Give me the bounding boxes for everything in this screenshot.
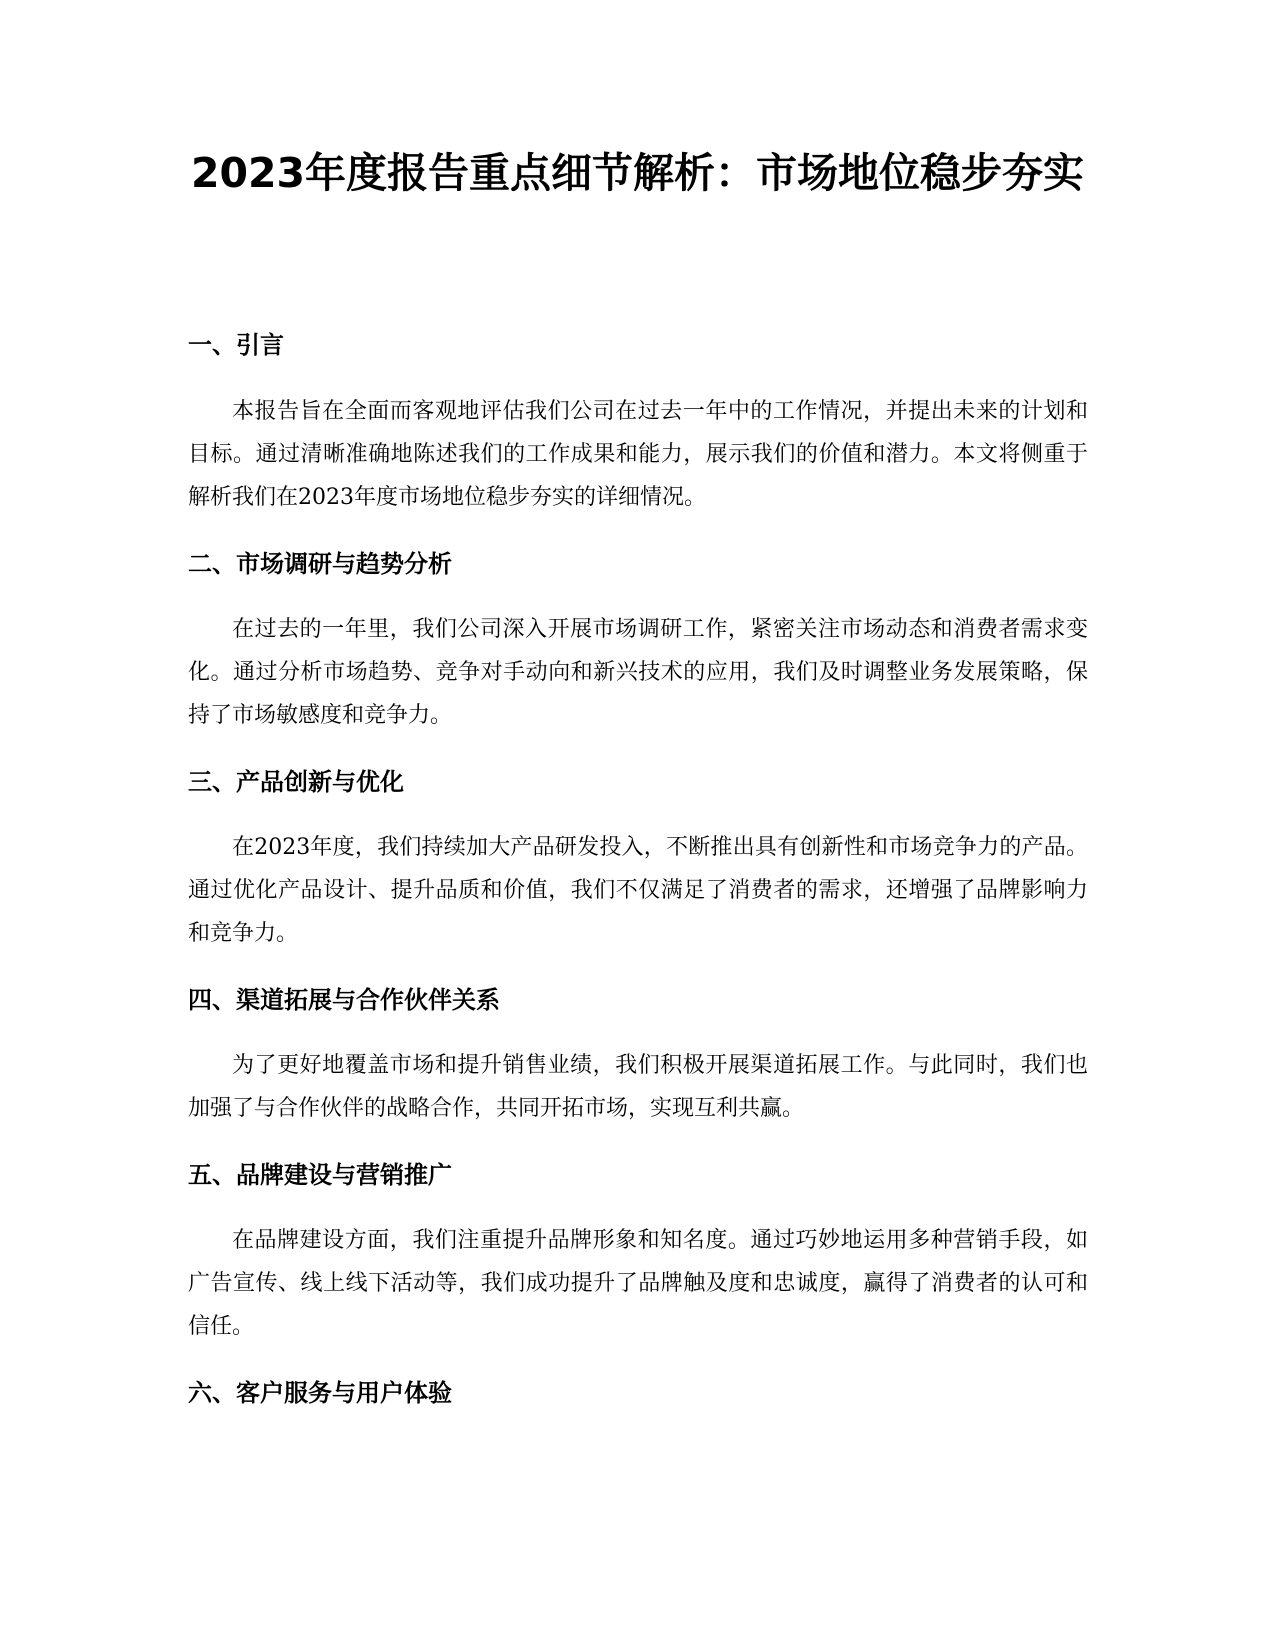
document-body	[188, 320, 1088, 1410]
section-heading-introduction: 一、引言	[188, 331, 284, 359]
section-paragraph-introduction: 本报告旨在全面而客观地评估我们公司在过去一年中的工作情况，并提出未来的计划和目标。通过清晰准确地陈述我们的工作成果和能力，展示我们的价值和潜力。本文将侧重于解析我们在2023年度市场地位稳步夯实的详细情况。	[188, 399, 1088, 510]
section-heading-market-research: 二、市场调研与趋势分析	[188, 550, 452, 578]
section-heading-brand-building: 五、品牌建设与营销推广	[188, 1161, 452, 1189]
section-heading-channel-expansion: 四、渠道拓展与合作伙伴关系	[188, 986, 500, 1014]
document-title: 2023年度报告重点细节解析：市场地位稳步夯实	[190, 149, 1085, 197]
section-heading-customer-service: 六、客户服务与用户体验	[188, 1379, 452, 1407]
section-paragraph-channel-expansion: 为了更好地覆盖市场和提升销售业绩，我们积极开展渠道拓展工作。与此同时，我们也加强了与合作伙伴的战略合作，共同开拓市场，实现互利共赢。	[188, 1053, 1088, 1121]
section-paragraph-product-innovation: 在2023年度，我们持续加大产品研发投入，不断推出具有创新性和市场竞争力的产品。通过优化产品设计、提升品质和价值，我们不仅满足了消费者的需求，还增强了品牌影响力和竞争力。	[188, 835, 1088, 946]
section-paragraph-brand-building: 在品牌建设方面，我们注重提升品牌形象和知名度。通过巧妙地运用多种营销手段，如广告宣传、线上线下活动等，我们成功提升了品牌触及度和忠诚度，赢得了消费者的认可和信任。	[188, 1228, 1088, 1339]
section-heading-product-innovation: 三、产品创新与优化	[188, 768, 404, 796]
section-paragraph-market-research: 在过去的一年里，我们公司深入开展市场调研工作，紧密关注市场动态和消费者需求变化。通过分析市场趋势、竞争对手动向和新兴技术的应用，我们及时调整业务发展策略，保持了市场敏感度和竞争力。	[188, 617, 1088, 728]
